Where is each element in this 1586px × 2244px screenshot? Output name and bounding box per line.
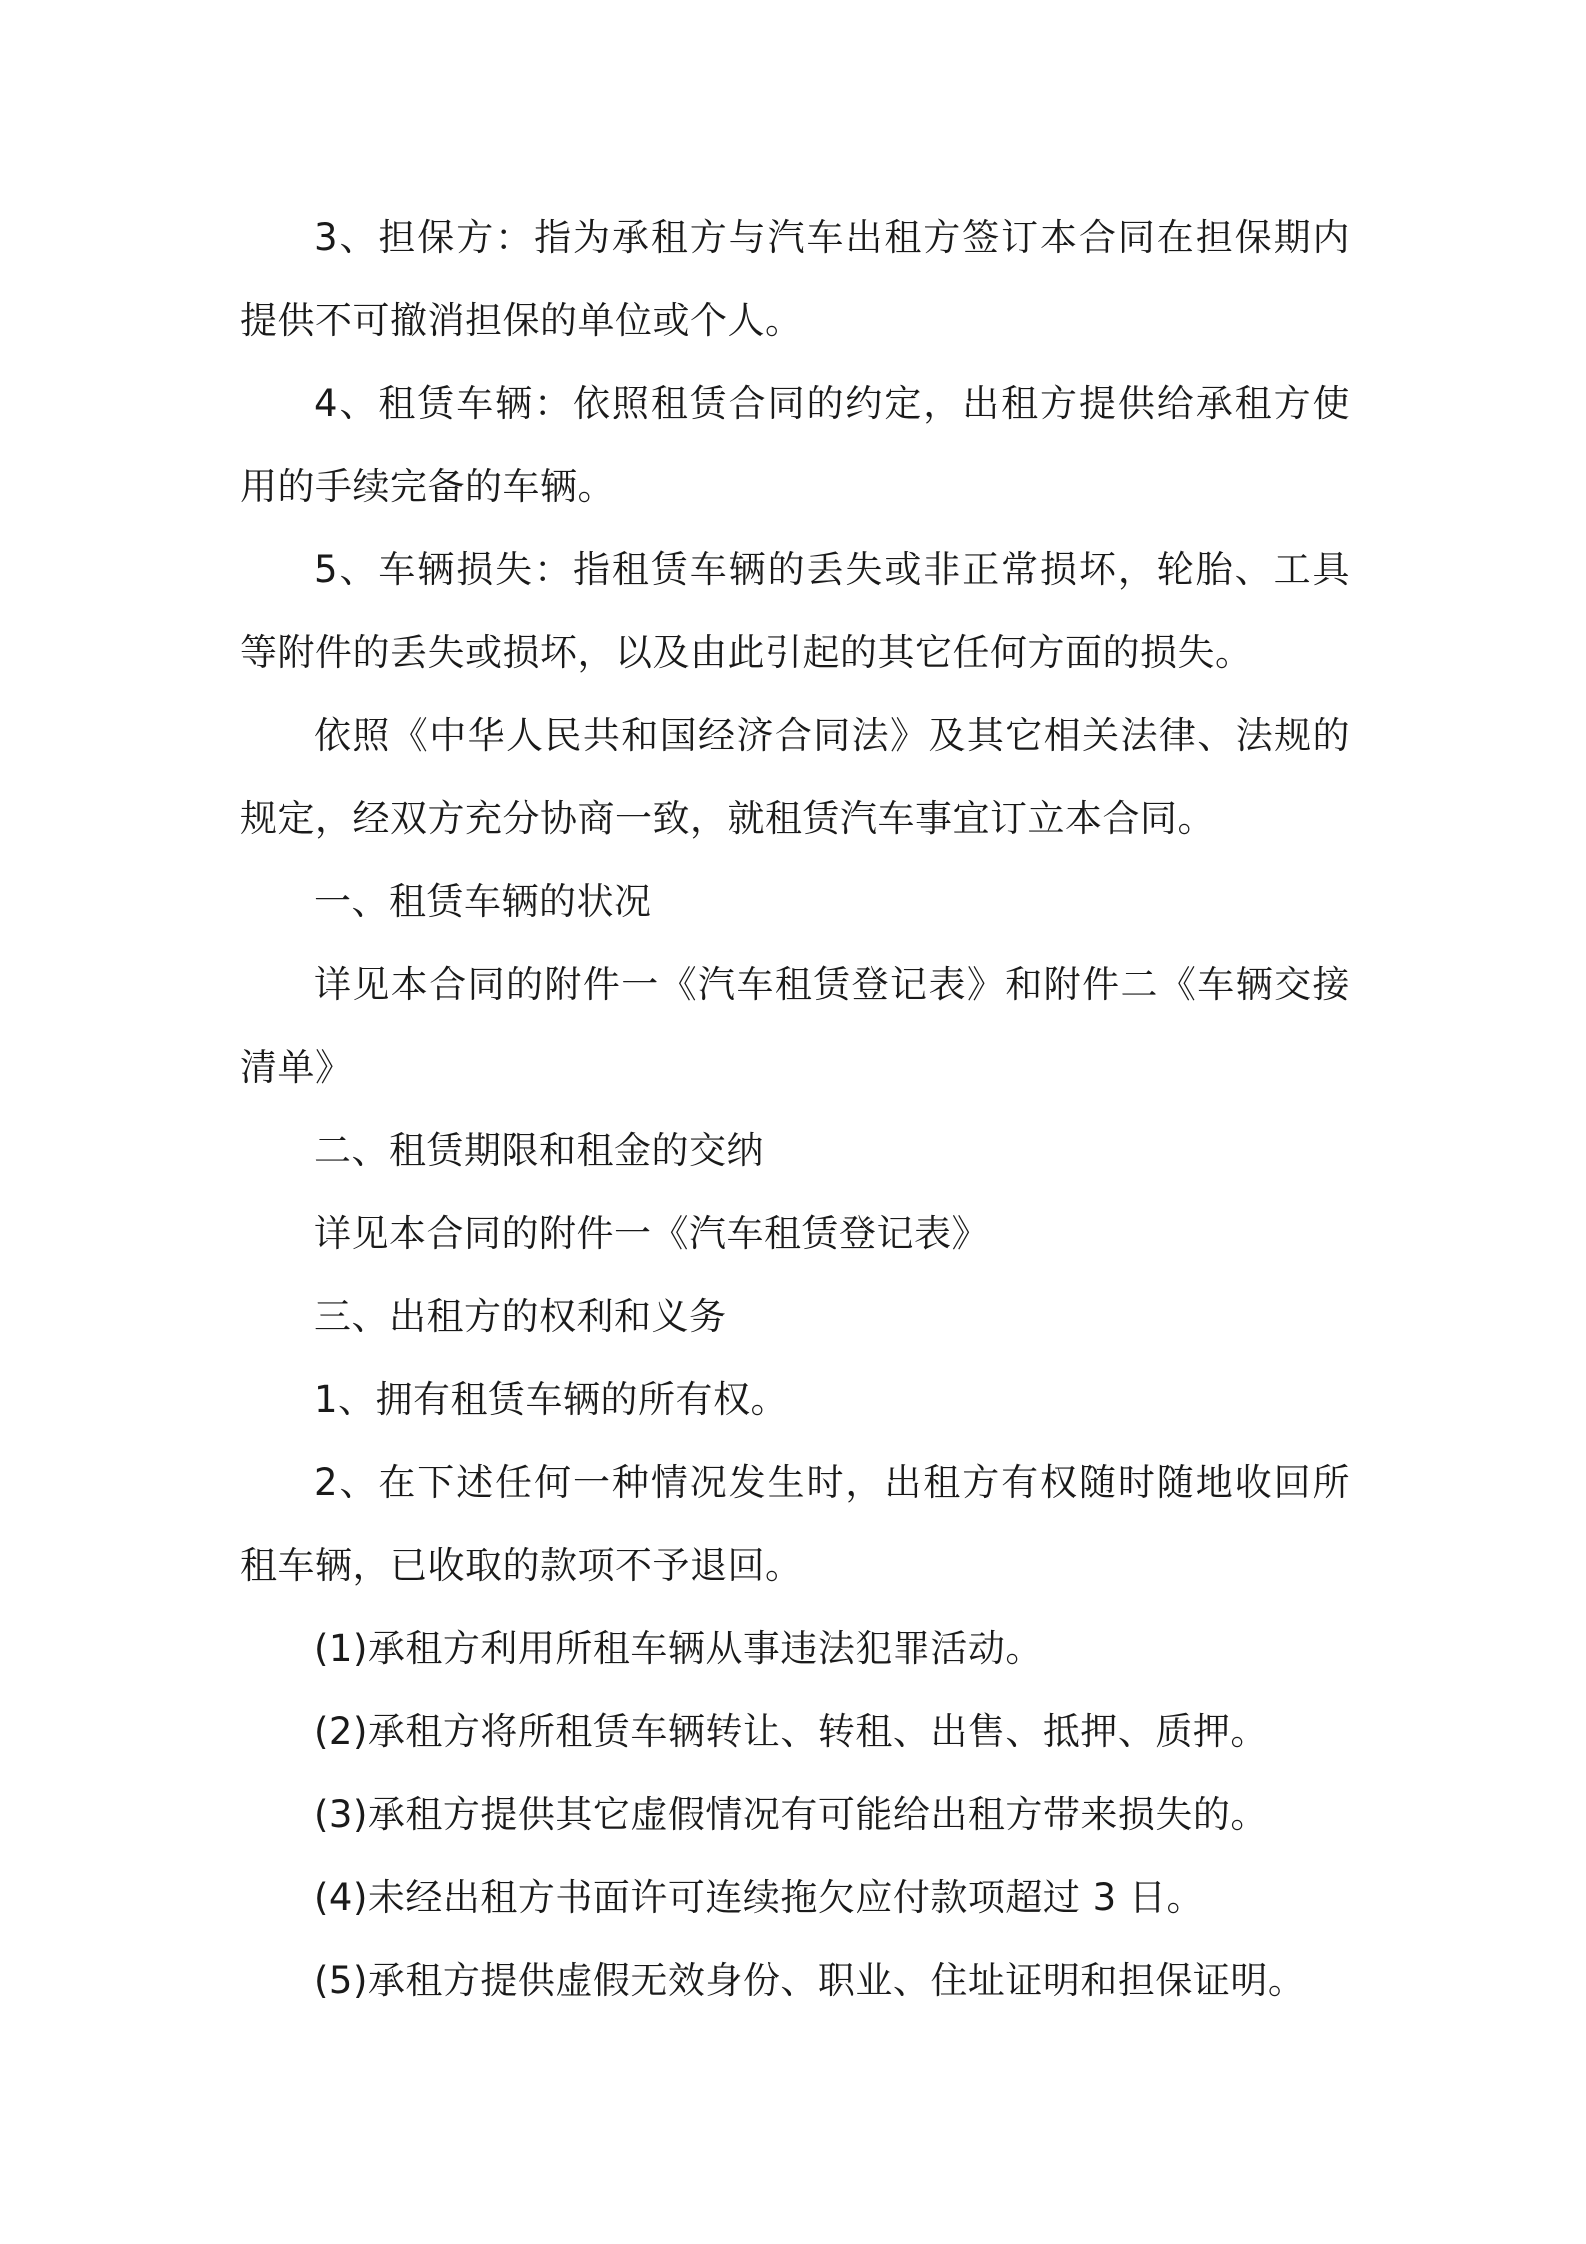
repossession-condition-1: (1)承租方利用所租车辆从事违法犯罪活动。 <box>314 1627 1043 1670</box>
section-heading-lease-term-rent: 二、租赁期限和租金的交纳 <box>314 1129 764 1172</box>
repossession-condition-2: (2)承租方将所租赁车辆转让、转租、出售、抵押、质押。 <box>314 1710 1268 1753</box>
section-heading-lessor-rights: 三、出租方的权利和义务 <box>314 1295 727 1338</box>
lessor-right-ownership: 1、拥有租赁车辆的所有权。 <box>314 1378 789 1421</box>
clause-guarantor-definition: 3、担保方：指为承租方与汽车出租方签订本合同在担保期内提供不可撤消担保的单位或个人。 <box>240 216 1350 342</box>
lease-term-detail: 详见本合同的附件一《汽车租赁登记表》 <box>314 1212 989 1255</box>
contract-body <box>240 196 1350 2022</box>
legal-basis-paragraph: 依照《中华人民共和国经济合同法》及其它相关法律、法规的规定，经双方充分协商一致，就租赁汽车事宜订立本合同。 <box>240 714 1350 840</box>
clause-vehicle-loss-definition: 5、车辆损失：指租赁车辆的丢失或非正常损坏，轮胎、工具等附件的丢失或损坏，以及由此引起的其它任何方面的损失。 <box>240 548 1350 674</box>
vehicle-status-detail: 详见本合同的附件一《汽车租赁登记表》和附件二《车辆交接清单》 <box>240 963 1350 1089</box>
section-heading-vehicle-status: 一、租赁车辆的状况 <box>314 880 652 923</box>
repossession-condition-5: (5)承租方提供虚假无效身份、职业、住址证明和担保证明。 <box>314 1959 1306 2002</box>
lessor-right-repossession: 2、在下述任何一种情况发生时，出租方有权随时随地收回所租车辆，已收取的款项不予退回。 <box>240 1461 1350 1587</box>
repossession-condition-4: (4)未经出租方书面许可连续拖欠应付款项超过 3 日。 <box>314 1876 1204 1919</box>
repossession-condition-3: (3)承租方提供其它虚假情况有可能给出租方带来损失的。 <box>314 1793 1268 1836</box>
clause-leased-vehicle-definition: 4、租赁车辆：依照租赁合同的约定，出租方提供给承租方使用的手续完备的车辆。 <box>240 382 1350 508</box>
